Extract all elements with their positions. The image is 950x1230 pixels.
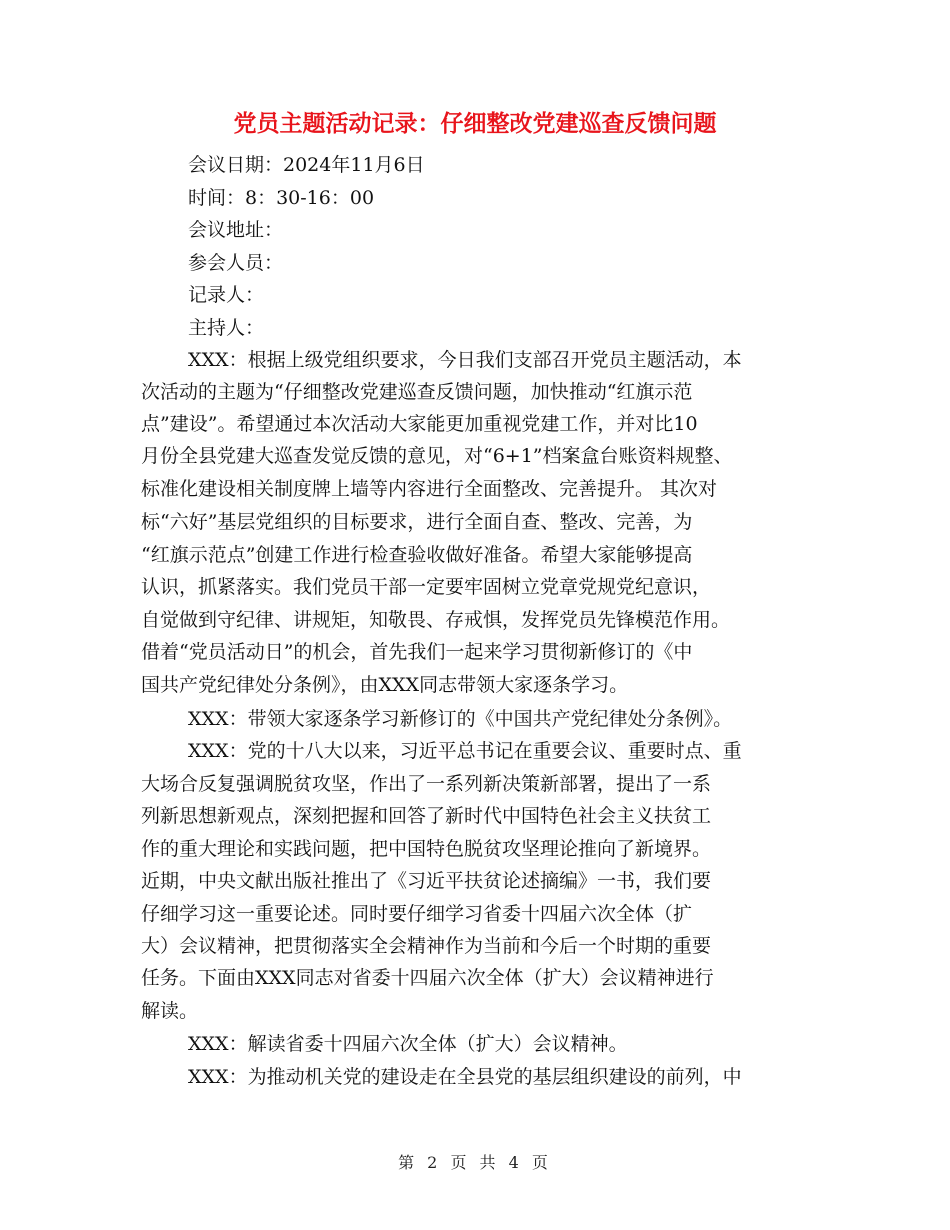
paragraph-line: 借着“党员活动日”的机会，首先我们一起来学习贯彻新修订的《中 bbox=[141, 641, 693, 663]
meeting-recorder: 记录人： bbox=[188, 284, 265, 306]
paragraph-line: 点”建设”。希望通过本次活动大家能更加重视党建工作，并对比10 bbox=[141, 413, 698, 435]
page-number-footer: 第 2 页 共 4 页 bbox=[398, 1153, 552, 1172]
paragraph-line: XXX：解读省委十四届六次全体（扩大）会议精神。 bbox=[188, 1033, 628, 1055]
paragraph-line: 认识，抓紧落实。我们党员干部一定要牢固树立党章党规党纪意识， bbox=[141, 576, 712, 598]
meeting-attendees: 参会人员： bbox=[188, 251, 284, 274]
paragraph-line: XXX：根据上级党组织要求，今日我们支部召开党员主题活动，本 bbox=[188, 349, 742, 371]
paragraph-line: 标“六好”基层党组织的目标要求，进行全面自查、整改、完善，为 bbox=[141, 511, 693, 533]
paragraph-line: 国共产党纪律处分条例》，由XXX同志带领大家逐条学习。 bbox=[141, 674, 629, 696]
paragraph-line: XXX：为推动机关党的建设走在全县党的基层组织建设的前列，中 bbox=[188, 1066, 742, 1088]
paragraph-line: 任务。下面由XXX同志对省委十四届六次全体（扩大）会议精神进行 bbox=[141, 967, 714, 989]
paragraph-line: “红旗示范点”创建工作进行检查验收做好准备。希望大家能够提高 bbox=[141, 544, 693, 566]
paragraph-line: 标准化建设相关制度牌上墙等内容进行全面整改、完善提升。 其次对 bbox=[141, 478, 718, 500]
paragraph-line: 作的重大理论和实践问题，把中国特色脱贫攻坚理论推向了新境界。 bbox=[141, 838, 712, 860]
paragraph-line: 大）会议精神，把贯彻落实全会精神作为当前和今后一个时期的重要 bbox=[141, 935, 712, 957]
paragraph-line: 大场合反复强调脱贫攻坚，作出了一系列新决策新部署，提出了一系 bbox=[141, 773, 712, 795]
paragraph-line: 月份全县党建大巡查发觉反馈的意见，对“6+1”档案盒台账资料规整、 bbox=[141, 445, 733, 467]
meeting-time: 时间：8：30-16：00 bbox=[188, 186, 375, 209]
paragraph-line: 自觉做到守纪律、讲规矩，知敬畏、存戒惧，发挥党员先锋模范作用。 bbox=[141, 609, 731, 631]
paragraph-line: 列新思想新观点，深刻把握和回答了新时代中国特色社会主义扶贫工 bbox=[141, 805, 712, 827]
paragraph-line: XXX：党的十八大以来，习近平总书记在重要会议、重要时点、重 bbox=[188, 740, 742, 762]
meeting-host: 主持人： bbox=[188, 316, 265, 339]
paragraph-line: 近期，中央文献出版社推出了《习近平扶贫论述摘编》一书，我们要 bbox=[141, 870, 712, 892]
meeting-date: 会议日期：2024年11月6日 bbox=[188, 154, 425, 176]
meeting-meta-list bbox=[188, 149, 425, 344]
paragraph-line: 次活动的主题为“仔细整改党建巡查反馈问题，加快推动“红旗示范 bbox=[141, 381, 693, 403]
meeting-address: 会议地址： bbox=[188, 219, 284, 241]
document-title: 党员主题活动记录：仔细整改党建巡查反馈问题 bbox=[233, 110, 717, 137]
paragraph-line: 解读。 bbox=[141, 1000, 199, 1022]
paragraph-line: 仔细学习这一重要论述。同时要仔细学习省委十四届六次全体（扩 bbox=[141, 903, 693, 925]
paragraph-line: XXX：带领大家逐条学习新修订的《中国共产党纪律处分条例》。 bbox=[188, 708, 733, 730]
